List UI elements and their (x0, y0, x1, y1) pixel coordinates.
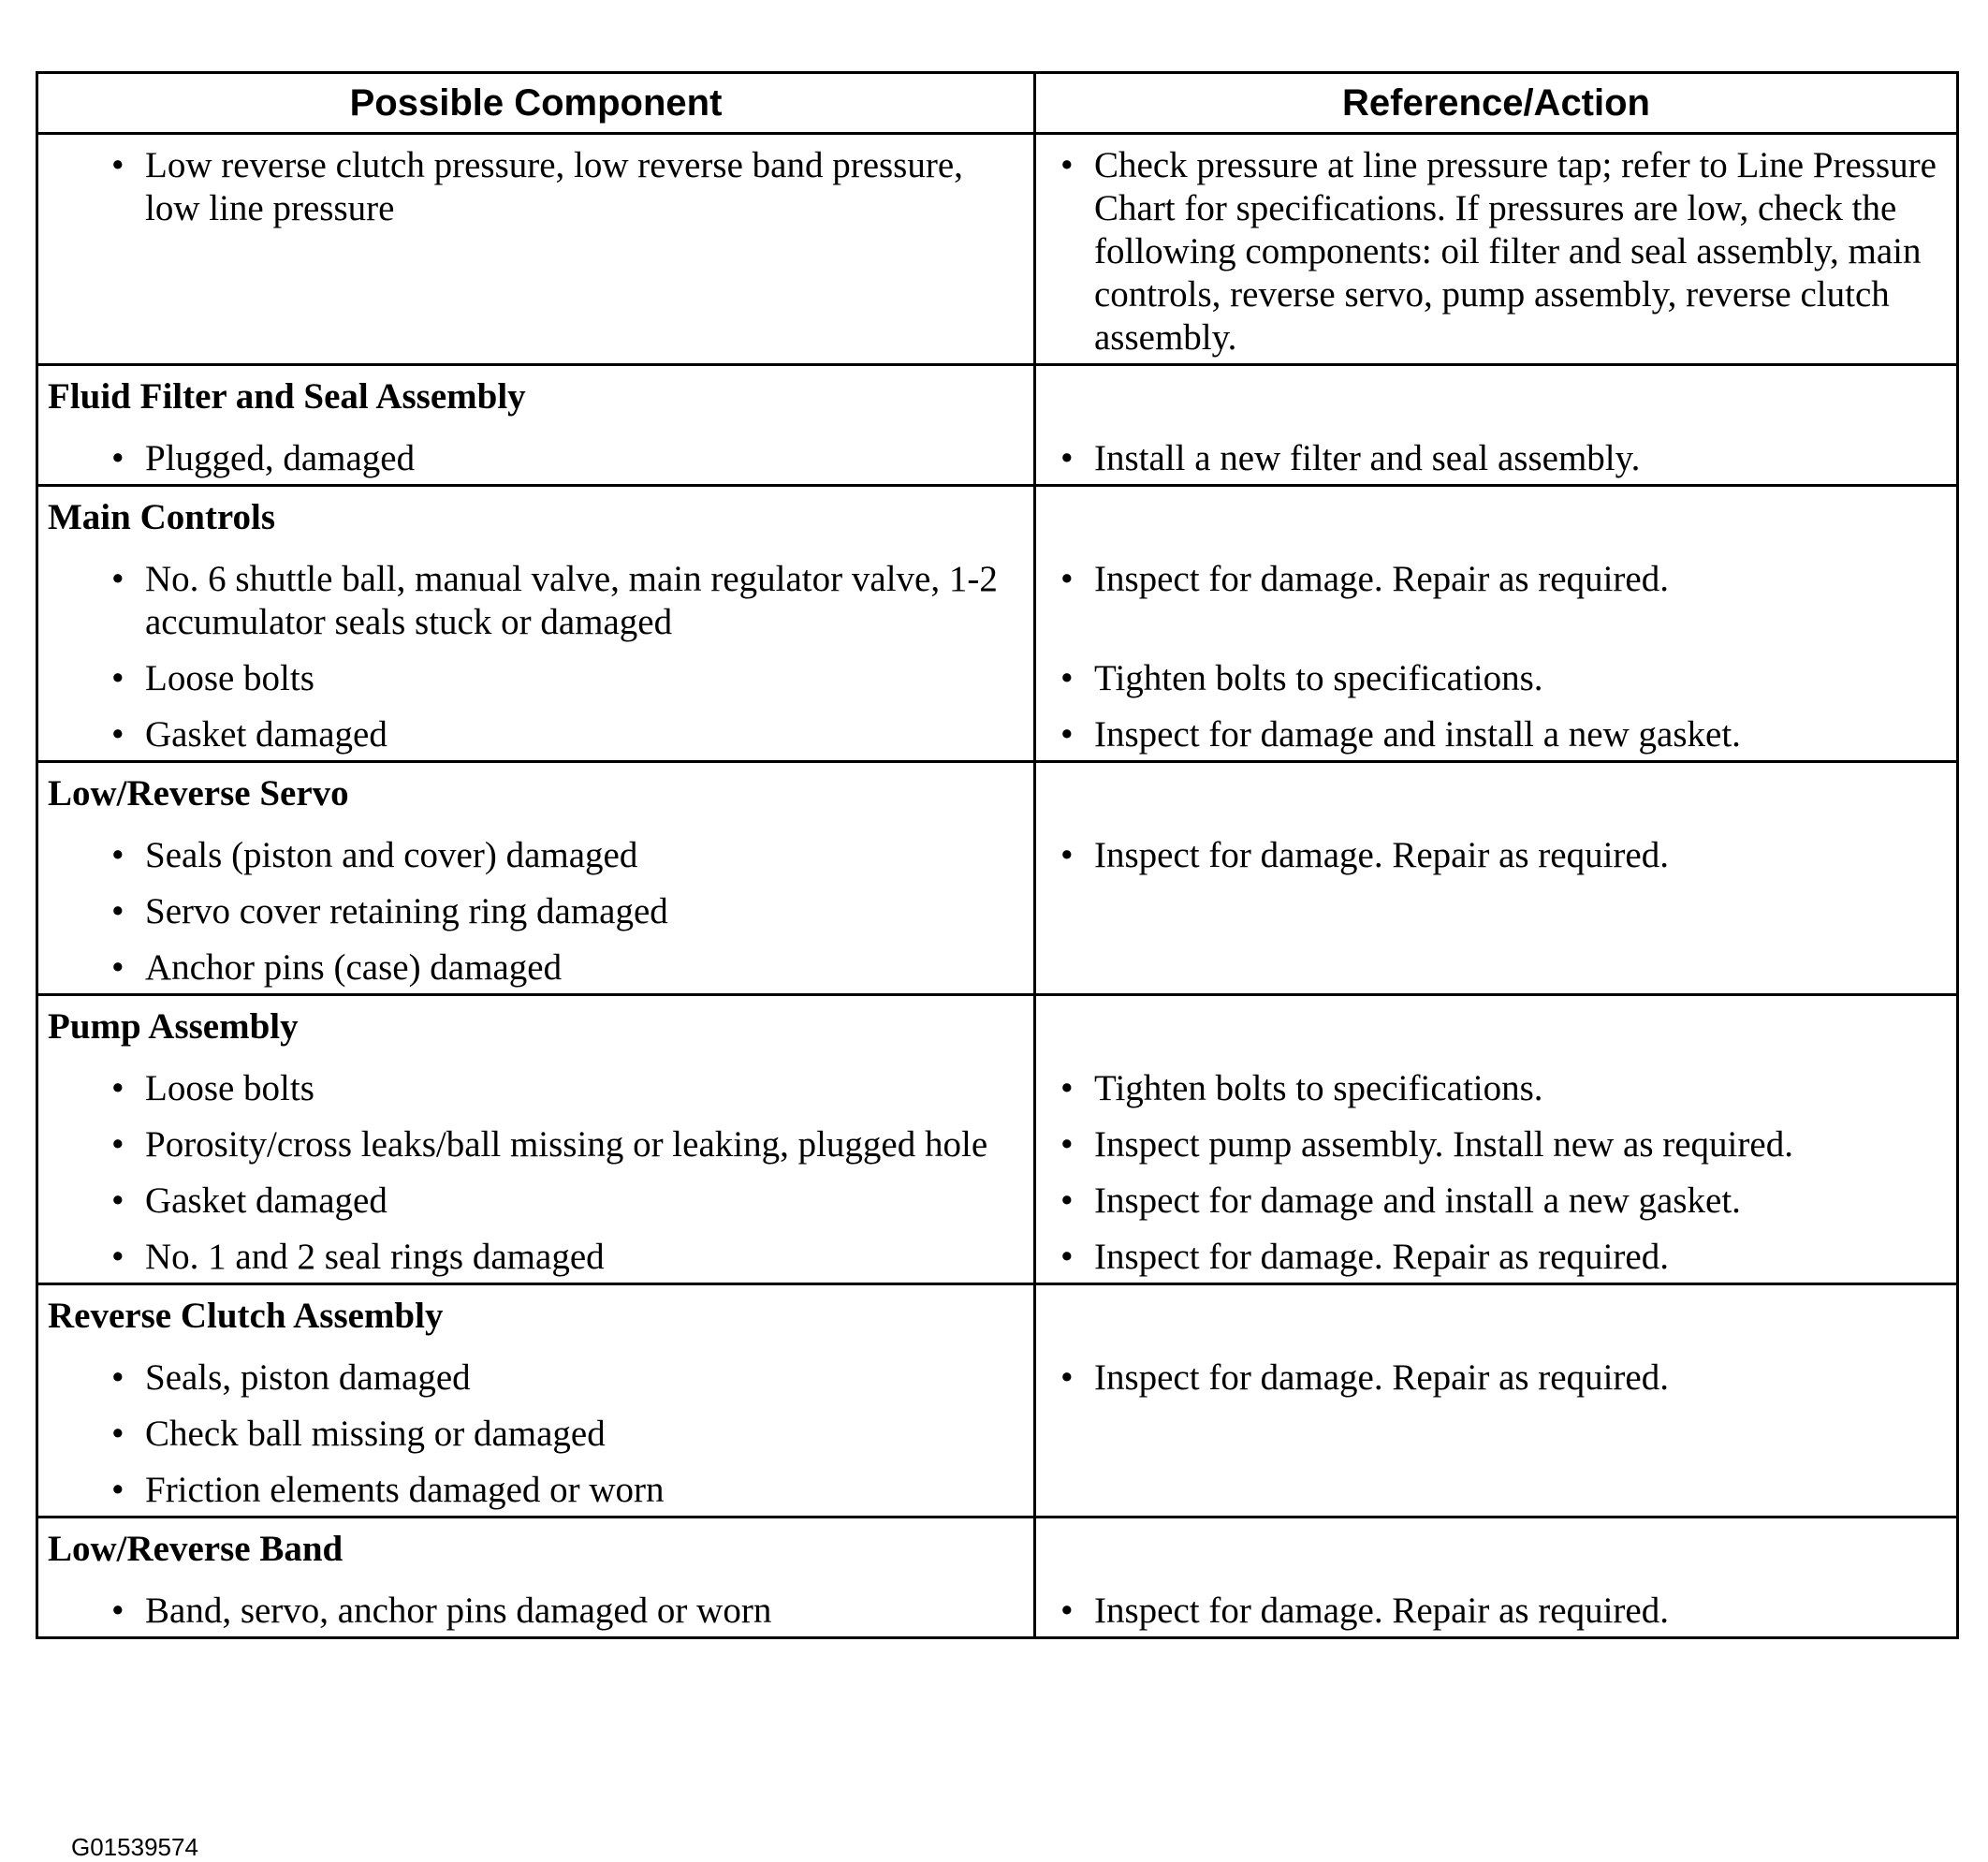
component-item (38, 428, 1033, 484)
action-cell (1035, 1517, 1958, 1581)
bullet-icon: • (111, 1068, 124, 1108)
component-cell (37, 1226, 1035, 1284)
component-item (38, 1580, 1033, 1636)
component-cell (37, 995, 1035, 1059)
action-cell (1035, 937, 1958, 995)
component-text: Servo cover retaining ring damaged (145, 891, 668, 931)
header-reference-action: Reference/Action (1035, 73, 1958, 134)
action-item (1036, 648, 1956, 704)
action-item (1036, 1058, 1956, 1114)
component-item (38, 1170, 1033, 1226)
action-text: Inspect for damage. Repair as required. (1094, 835, 1669, 875)
action-cell (1035, 365, 1958, 429)
action-cell (1035, 648, 1958, 704)
action-cell (1035, 704, 1958, 762)
header-row (37, 73, 1958, 134)
group-heading-row (37, 486, 1958, 550)
component-text: Seals, piston damaged (145, 1357, 471, 1398)
action-item (1036, 549, 1956, 605)
bullet-icon: • (111, 1591, 124, 1631)
group-heading: Main Controls (48, 497, 276, 537)
component-item (38, 937, 1033, 993)
component-cell (37, 549, 1035, 648)
component-cell (37, 486, 1035, 550)
table-body (37, 134, 1958, 1638)
table-row (37, 704, 1958, 762)
action-item (1036, 1580, 1956, 1636)
action-cell (1035, 1058, 1958, 1114)
component-item (38, 1459, 1033, 1516)
component-text: Anchor pins (case) damaged (145, 947, 563, 988)
group-heading-row (37, 762, 1958, 826)
bullet-icon: • (111, 145, 124, 185)
component-text: Friction elements damaged or worn (145, 1470, 665, 1510)
bullet-icon: • (111, 658, 124, 698)
table-row (37, 825, 1958, 881)
group-heading-row (37, 365, 1958, 429)
component-text: Band, servo, anchor pins damaged or worn (145, 1591, 772, 1631)
action-text: Inspect for damage. Repair as required. (1094, 1237, 1669, 1277)
component-item (38, 1114, 1033, 1170)
bullet-icon: • (111, 438, 124, 478)
table-row (37, 134, 1958, 365)
bullet-icon: • (1060, 835, 1074, 875)
group-heading: Reverse Clutch Assembly (48, 1296, 444, 1336)
table-row (37, 1170, 1958, 1226)
bullet-icon: • (1060, 1237, 1074, 1277)
figure-id: G01539574 (71, 1833, 198, 1861)
action-item (1036, 135, 1956, 363)
component-cell (37, 1403, 1035, 1459)
component-cell (37, 825, 1035, 881)
bullet-icon: • (111, 1237, 124, 1277)
group-heading: Fluid Filter and Seal Assembly (48, 376, 526, 417)
component-cell (37, 648, 1035, 704)
action-item (1036, 1347, 1956, 1403)
bullet-icon: • (1060, 658, 1074, 698)
bullet-icon: • (111, 1470, 124, 1510)
component-cell (37, 762, 1035, 826)
bullet-icon: • (1060, 438, 1074, 478)
component-cell (37, 1058, 1035, 1114)
action-cell (1035, 762, 1958, 826)
action-text: Inspect for damage. Repair as required. (1094, 559, 1669, 599)
group-heading-row (37, 1284, 1958, 1348)
bullet-icon: • (1060, 714, 1074, 755)
component-text: Plugged, damaged (145, 438, 416, 478)
component-cell (37, 1459, 1035, 1517)
component-cell (37, 881, 1035, 937)
action-cell (1035, 995, 1958, 1059)
table-row (37, 881, 1958, 937)
action-text: Inspect for damage and install a new gasket. (1094, 1180, 1741, 1221)
bullet-icon: • (111, 947, 124, 988)
component-text: Loose bolts (145, 658, 314, 698)
bullet-icon: • (111, 1357, 124, 1398)
component-text: Gasket damaged (145, 714, 387, 755)
action-text: Check pressure at line pressure tap; refer to Line Pressure Chart for specifications. If pressures are low, check the following components: oil filter and seal assembly, main controls, reverse servo, pump assembly, reverse clutch assembly. (1094, 145, 1937, 358)
component-cell (37, 134, 1035, 365)
bullet-icon: • (1060, 145, 1074, 185)
bullet-icon: • (111, 1414, 124, 1454)
action-text: Inspect for damage. Repair as required. (1094, 1591, 1669, 1631)
table-row (37, 1580, 1958, 1638)
bullet-icon: • (111, 1124, 124, 1165)
component-text: Loose bolts (145, 1068, 314, 1108)
action-text: Inspect for damage and install a new gasket. (1094, 714, 1741, 755)
action-item (1036, 1114, 1956, 1170)
table-row (37, 1403, 1958, 1459)
action-text: Tighten bolts to specifications. (1094, 1068, 1543, 1108)
component-cell (37, 1114, 1035, 1170)
table-row (37, 937, 1958, 995)
action-text: Tighten bolts to specifications. (1094, 658, 1543, 698)
action-text: Inspect pump assembly. Install new as required. (1094, 1124, 1793, 1165)
bullet-icon: • (111, 835, 124, 875)
action-cell (1035, 825, 1958, 881)
table-header (37, 73, 1958, 134)
bullet-icon: • (1060, 1357, 1074, 1398)
group-heading: Low/Reverse Band (48, 1529, 344, 1569)
component-item (38, 1226, 1033, 1283)
component-text: No. 1 and 2 seal rings damaged (145, 1237, 605, 1277)
component-item (38, 648, 1033, 704)
component-item (38, 135, 1033, 234)
component-item (38, 1058, 1033, 1114)
component-cell (37, 428, 1035, 486)
table-row (37, 1226, 1958, 1284)
component-cell (37, 1347, 1035, 1403)
table-row (37, 428, 1958, 486)
component-text: Seals (piston and cover) damaged (145, 835, 638, 875)
component-cell (37, 1284, 1035, 1348)
component-cell (37, 1580, 1035, 1638)
action-text: Install a new filter and seal assembly. (1094, 438, 1641, 478)
component-item (38, 1347, 1033, 1403)
component-item (38, 825, 1033, 881)
bullet-icon: • (1060, 1591, 1074, 1631)
component-text: Gasket damaged (145, 1180, 387, 1221)
bullet-icon: • (1060, 559, 1074, 599)
action-cell (1035, 1347, 1958, 1403)
component-text: No. 6 shuttle ball, manual valve, main regulator valve, 1-2 accumulator seals stuck or damaged (145, 559, 998, 642)
bullet-icon: • (111, 1180, 124, 1221)
action-text: Inspect for damage. Repair as required. (1094, 1357, 1669, 1398)
component-item (38, 704, 1033, 760)
component-item (38, 881, 1033, 937)
action-cell (1035, 1459, 1958, 1517)
table-row (37, 549, 1958, 648)
bullet-icon: • (1060, 1068, 1074, 1108)
table-row (37, 1058, 1958, 1114)
document (36, 71, 1956, 1861)
component-cell (37, 1517, 1035, 1581)
action-item (1036, 1170, 1956, 1226)
header-possible-component: Possible Component (37, 73, 1035, 134)
component-text: Porosity/cross leaks/ball missing or leaking, plugged hole (145, 1124, 988, 1165)
bullet-icon: • (111, 559, 124, 599)
action-item (1036, 428, 1956, 484)
bullet-icon: • (111, 714, 124, 755)
component-text: Low reverse clutch pressure, low reverse band pressure, low line pressure (145, 145, 963, 228)
action-item (1036, 1226, 1956, 1283)
group-heading-row (37, 1517, 1958, 1581)
table-row (37, 1114, 1958, 1170)
bullet-icon: • (1060, 1124, 1074, 1165)
component-item (38, 549, 1033, 648)
component-cell (37, 365, 1035, 429)
action-cell (1035, 486, 1958, 550)
table-row (37, 1459, 1958, 1517)
bullet-icon: • (111, 891, 124, 931)
group-heading: Low/Reverse Servo (48, 773, 349, 814)
table-row (37, 1347, 1958, 1403)
action-cell (1035, 1284, 1958, 1348)
group-heading: Pump Assembly (48, 1006, 299, 1047)
action-cell (1035, 1580, 1958, 1638)
action-cell (1035, 428, 1958, 486)
component-cell (37, 937, 1035, 995)
bullet-icon: • (1060, 1180, 1074, 1221)
action-cell (1035, 134, 1958, 365)
action-cell (1035, 881, 1958, 937)
action-cell (1035, 549, 1958, 648)
component-item (38, 1403, 1033, 1459)
component-cell (37, 1170, 1035, 1226)
component-text: Check ball missing or damaged (145, 1414, 606, 1454)
action-item (1036, 825, 1956, 881)
diagnosis-table (36, 71, 1959, 1639)
action-cell (1035, 1170, 1958, 1226)
table-row (37, 648, 1958, 704)
action-cell (1035, 1403, 1958, 1459)
action-item (1036, 704, 1956, 760)
component-cell (37, 704, 1035, 762)
action-cell (1035, 1226, 1958, 1284)
group-heading-row (37, 995, 1958, 1059)
action-cell (1035, 1114, 1958, 1170)
